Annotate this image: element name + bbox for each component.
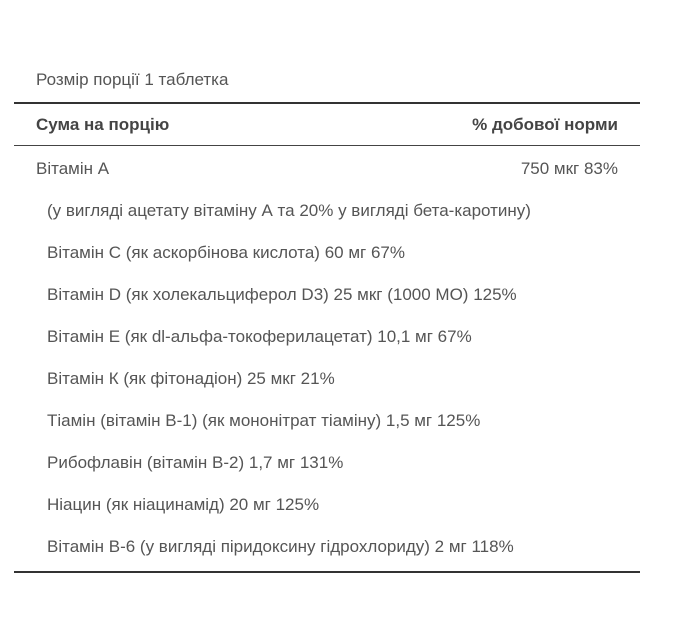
table-row: Вітамін D (як холекальциферол D3) 25 мкг (1000 МО) 125% <box>47 285 517 304</box>
table-row-vitamin-a <box>14 148 640 190</box>
amount-per-serving-header: Сума на порцію <box>36 114 170 134</box>
table-row: Вітамін С (як аскорбінова кислота) 60 мг 67% <box>47 243 405 262</box>
table-header <box>14 104 640 145</box>
table-row: Вітамін К (як фітонадіон) 25 мкг 21% <box>47 369 335 388</box>
table-row: Рибофлавін (вітамін В-2) 1,7 мг 131% <box>47 453 344 472</box>
daily-value-header: % добової норми <box>472 114 618 134</box>
table-row: (у вигляді ацетату вітаміну А та 20% у вигляді бета-каротину) <box>47 201 531 220</box>
bottom-divider <box>14 571 640 573</box>
nutrient-value: 750 мкг 83% <box>520 159 618 178</box>
table-row: Вітамін Е (як dl-альфа-токоферилацетат) 10,1 мг 67% <box>47 327 472 346</box>
serving-size: Розмір порції 1 таблетка <box>36 70 229 89</box>
table-row: Ніацин (як ніацинамід) 20 мг 125% <box>47 495 320 514</box>
nutrient-name: Вітамін А <box>36 159 110 178</box>
supplement-facts-panel <box>14 62 640 573</box>
table-row: Тіамін (вітамін В-1) (як мононітрат тіаміну) 1,5 мг 125% <box>47 411 481 430</box>
nutrient-list <box>14 146 640 571</box>
table-row: Вітамін В-6 (у вигляді піридоксину гідрохлориду) 2 мг 118% <box>47 537 514 556</box>
